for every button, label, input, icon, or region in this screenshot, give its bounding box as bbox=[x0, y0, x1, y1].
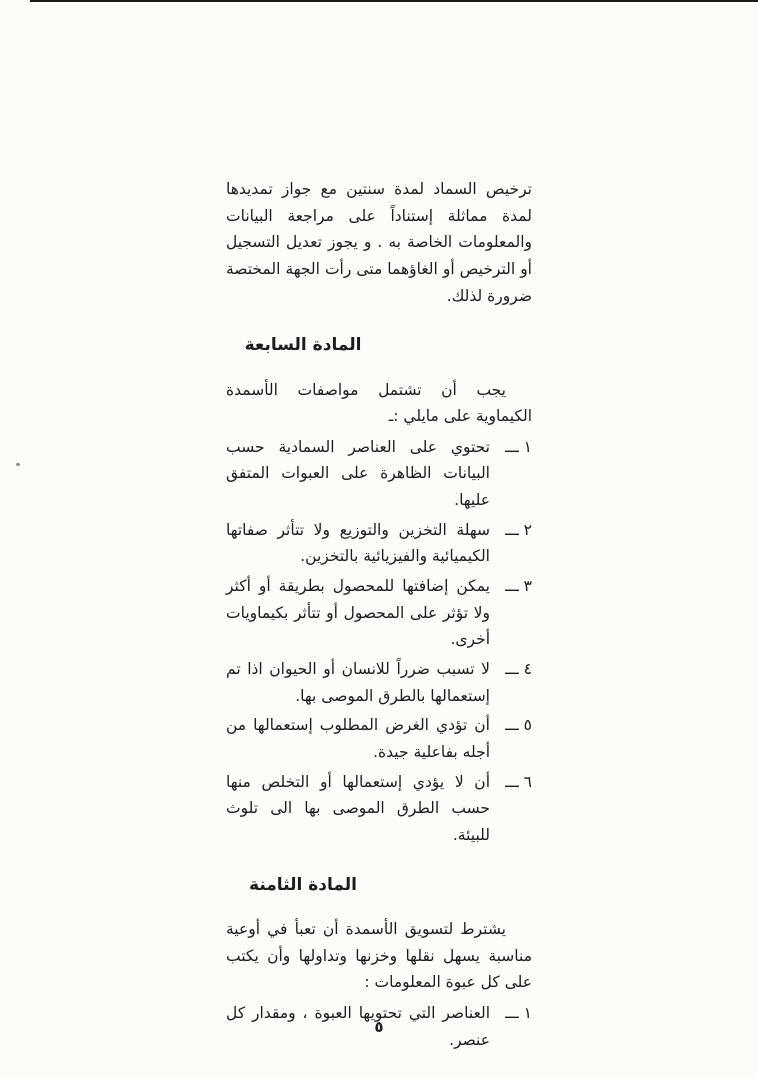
list-item bbox=[226, 573, 532, 653]
list-item bbox=[226, 656, 532, 709]
list-item bbox=[226, 434, 532, 514]
item-text: لا تسبب ضرراً للانسان أو الحيوان اذا تم إستعمالها بالطرق الموصى بها. bbox=[226, 660, 490, 705]
item-marker: ٢ ـــ bbox=[505, 520, 532, 539]
scan-speck bbox=[16, 463, 20, 466]
article-eight-intro: يشترط لتسويق الأسمدة أن تعبأ في أوعية مناسبة يسهل نقلها وخزنها وتداولها وأن يكتب على كل عبوة المعلومات : bbox=[226, 919, 532, 992]
scan-edge-artifact bbox=[30, 0, 758, 2]
article-seven-intro: يجب أن تشتمل مواصفات الأسمدة الكيماوية على مايلي :ـ bbox=[226, 380, 532, 426]
article-eight-title: المادة الثامنة bbox=[249, 874, 357, 895]
item-marker: ٥ ـــ bbox=[505, 716, 532, 735]
page-number: ٥ bbox=[374, 1018, 384, 1036]
item-text: تحتوي على العناصر السمادية حسب البيانات الظاهرة على العبوات المتفق عليها. bbox=[226, 437, 490, 510]
item-marker: ٦ ـــ bbox=[505, 772, 532, 791]
article-seven-list bbox=[226, 434, 532, 849]
page-content bbox=[226, 176, 532, 1056]
continuation-paragraph: ترخيص السماد لمدة سنتين مع جواز تمديدها لمدة مماثلة إستناداً على مراجعة البيانات والمعلومات الخاصة به . و يجوز تعديل التسجيل أو الترخيص أو الغاؤهما متى رأت الجهة المختصة ضرورة لذلك. bbox=[226, 180, 532, 305]
item-text: يمكن إضافتها للمحصول بطريقة أو أكثر ولا تؤثر على المحصول أو تتأثر بكيماويات أخرى. bbox=[226, 577, 490, 649]
item-marker: ٤ ـــ bbox=[505, 660, 532, 679]
list-item bbox=[226, 712, 532, 765]
item-text: العناصر التي تحتويها العبوة ، ومقدار كل عنصر. bbox=[226, 1003, 490, 1049]
item-marker: ١ ـــ bbox=[505, 437, 532, 456]
item-text: أن تؤدي الغرض المطلوب إستعمالها من أجله بفاعلية جيدة. bbox=[226, 716, 490, 762]
list-item bbox=[226, 517, 532, 570]
item-marker: ٣ ـــ bbox=[505, 577, 532, 596]
item-marker: ١ ـــ bbox=[505, 1003, 532, 1022]
item-text: أن لا يؤدي إستعمالها أو التخلص منها حسب الطرق الموصى بها الى تلوث للبيئة. bbox=[226, 772, 490, 845]
list-item bbox=[226, 769, 532, 849]
article-seven-title: المادة السابعة bbox=[244, 335, 362, 356]
item-text: سهلة التخزين والتوزيع ولا تتأثر صفاتها الكيميائية والفيزيائية بالتخزين. bbox=[226, 520, 490, 566]
